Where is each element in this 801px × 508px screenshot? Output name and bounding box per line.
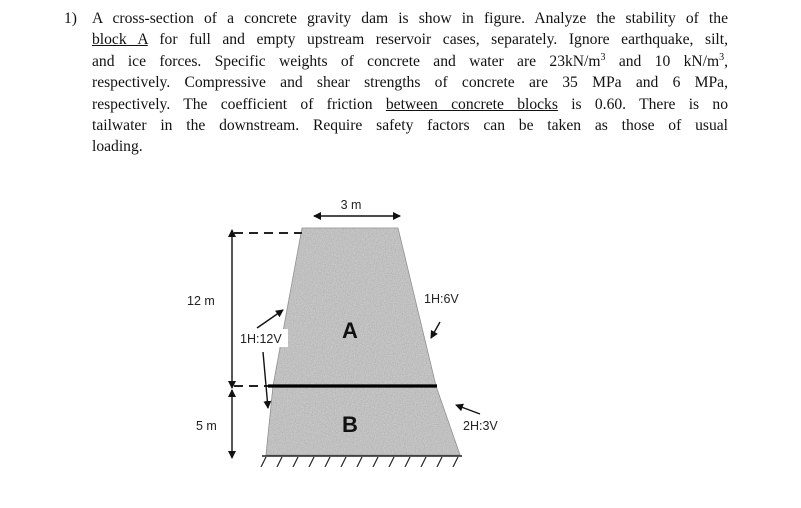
top-width-label: 3 m	[340, 198, 362, 212]
downstream-lower-slope-label: 2H:3V	[463, 419, 498, 433]
block-b-label: B	[342, 412, 358, 437]
problem-line-7: loading.	[92, 138, 143, 156]
downstream-upper-slope-label: 1H:6V	[424, 292, 459, 306]
upstream-slope-label: 1H:12V	[240, 332, 282, 346]
problem-line-2-text: for full and empty upstream reservoir cases, separately. Ignore earthquake, silt,	[147, 31, 728, 49]
block-a-reference: block A	[92, 31, 148, 49]
problem-number: 1)	[64, 10, 77, 27]
line-3-superscript-2: 3	[719, 51, 725, 63]
line-5-part-a: respectively. The coefficient of friction	[92, 95, 386, 113]
problem-line-4: respectively. Compressive and shear strengths of concrete are 35 MPa and 6 MPa,	[92, 74, 728, 92]
height-lower-label: 5 m	[196, 419, 217, 433]
line-3-superscript-1: 3	[600, 51, 606, 63]
line-3-part-c: ,	[724, 52, 728, 70]
line-3-part-b: and 10 kN/m	[605, 52, 720, 70]
block-a-label: A	[342, 318, 358, 343]
upstream-slope-arrow	[257, 310, 283, 328]
foundation-hatch	[261, 456, 462, 467]
friction-phrase: between concrete blocks	[385, 95, 558, 113]
line-3-part-a: and ice forces. Specific weights of concrete and water are 23kN/m	[92, 52, 601, 70]
problem-line-6: tailwater in the downstream. Require safety factors can be taken as those of usual	[92, 117, 728, 134]
downstream-lower-slope-arrow	[456, 405, 480, 414]
downstream-upper-slope-arrow	[431, 322, 440, 338]
line-5-part-b: is 0.60. There is no	[557, 95, 728, 113]
concrete-texture	[266, 228, 460, 455]
upstream-lower-arrow	[263, 352, 268, 408]
height-upper-label: 12 m	[187, 294, 215, 308]
problem-line-1: A cross-section of a concrete gravity dam is show in figure. Analyze the stability of the	[92, 10, 728, 27]
